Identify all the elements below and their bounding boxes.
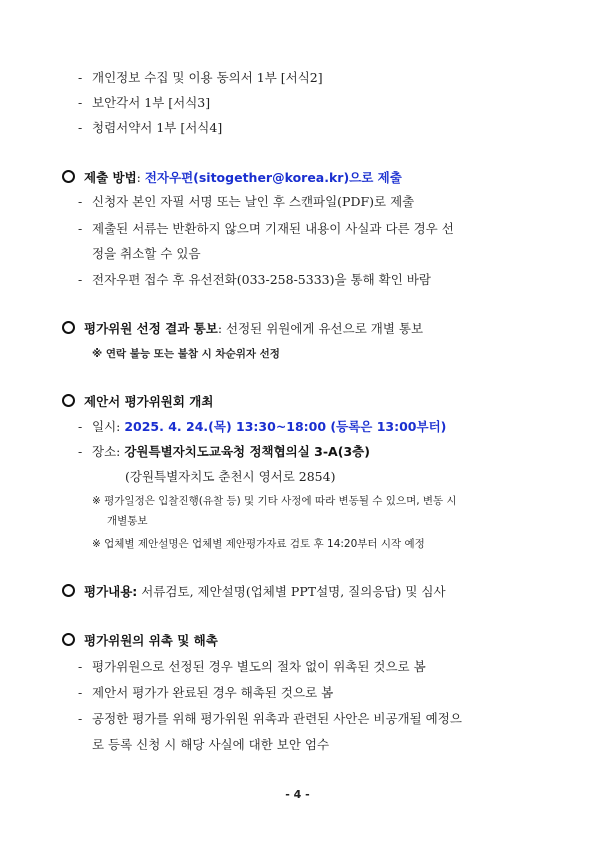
section-appoint-heading: 평가위원의 위촉 및 해촉 bbox=[62, 633, 218, 649]
appoint-bullet-2: - 제안서 평가가 완료된 경우 해촉된 것으로 봄 bbox=[78, 685, 334, 700]
circle-bullet-icon bbox=[62, 394, 75, 407]
meeting-note-2: ※ 업체별 제안설명은 업체별 제안평가자료 검토 후 14:20부터 시작 예정 bbox=[92, 538, 425, 550]
meeting-address: (강원특별자치도 춘천시 영서로 2854) bbox=[125, 469, 336, 484]
circle-bullet-icon bbox=[62, 633, 75, 646]
submit-bullet-2: - 제출된 서류는 반환하지 않으며 기재된 내용이 사실과 다른 경우 선 bbox=[78, 221, 454, 236]
result-note: ※ 연락 불능 또는 불참 시 차순위자 선정 bbox=[92, 348, 280, 360]
submit-email-highlight: 전자우편(sitogether@korea.kr)으로 제출 bbox=[144, 170, 402, 185]
submit-bullet-3: - 전자우편 접수 후 유선전화(033-258-5333)을 통해 확인 바람 bbox=[78, 272, 431, 287]
submit-bullet-2-cont: 정을 취소할 수 있음 bbox=[92, 246, 201, 261]
attachment-item-2: - 보안각서 1부 [서식3] bbox=[78, 95, 211, 110]
submit-bullet-1: - 신청자 본인 자필 서명 또는 날인 후 스캔파일(PDF)로 제출 bbox=[78, 194, 415, 209]
meeting-place: - 장소: 강원특별자치도교육청 정책협의실 3-A(3층) bbox=[78, 444, 370, 459]
page-number: - 4 - bbox=[285, 788, 310, 801]
circle-bullet-icon bbox=[62, 584, 75, 597]
appoint-bullet-1: - 평가위원으로 선정된 경우 별도의 절차 없이 위촉된 것으로 봄 bbox=[78, 659, 426, 674]
section-submit-heading: 제출 방법: 전자우편(sitogether@korea.kr)으로 제출 bbox=[62, 170, 402, 186]
section-result-heading: 평가위원 선정 결과 통보: 선정된 위원에게 유선으로 개별 통보 bbox=[62, 321, 423, 337]
meeting-date: - 일시: 2025. 4. 24.(목) 13:30~18:00 (등록은 13:00부터) bbox=[78, 419, 447, 434]
meeting-note-1-cont: 개별통보 bbox=[107, 515, 148, 527]
attachment-item-1: - 개인정보 수집 및 이용 동의서 1부 [서식2] bbox=[78, 70, 323, 85]
section-meeting-heading: 제안서 평가위원회 개최 bbox=[62, 394, 213, 410]
attachment-item-3: - 청렴서약서 1부 [서식4] bbox=[78, 120, 223, 135]
circle-bullet-icon bbox=[62, 170, 75, 183]
circle-bullet-icon bbox=[62, 321, 75, 334]
appoint-bullet-3: - 공정한 평가를 위해 평가위원 위촉과 관련된 사안은 비공개될 예정으 bbox=[78, 711, 462, 726]
meeting-note-1: ※ 평가일정은 입찰진행(유찰 등) 및 기타 사정에 따라 변동될 수 있으며, 변동 시 bbox=[92, 495, 457, 507]
appoint-bullet-3-cont: 로 등록 신청 시 해당 사실에 대한 보안 엄수 bbox=[92, 737, 330, 752]
section-content-heading: 평가내용: 서류검토, 제안설명(업체별 PPT설명, 질의응답) 및 심사 bbox=[62, 584, 446, 600]
